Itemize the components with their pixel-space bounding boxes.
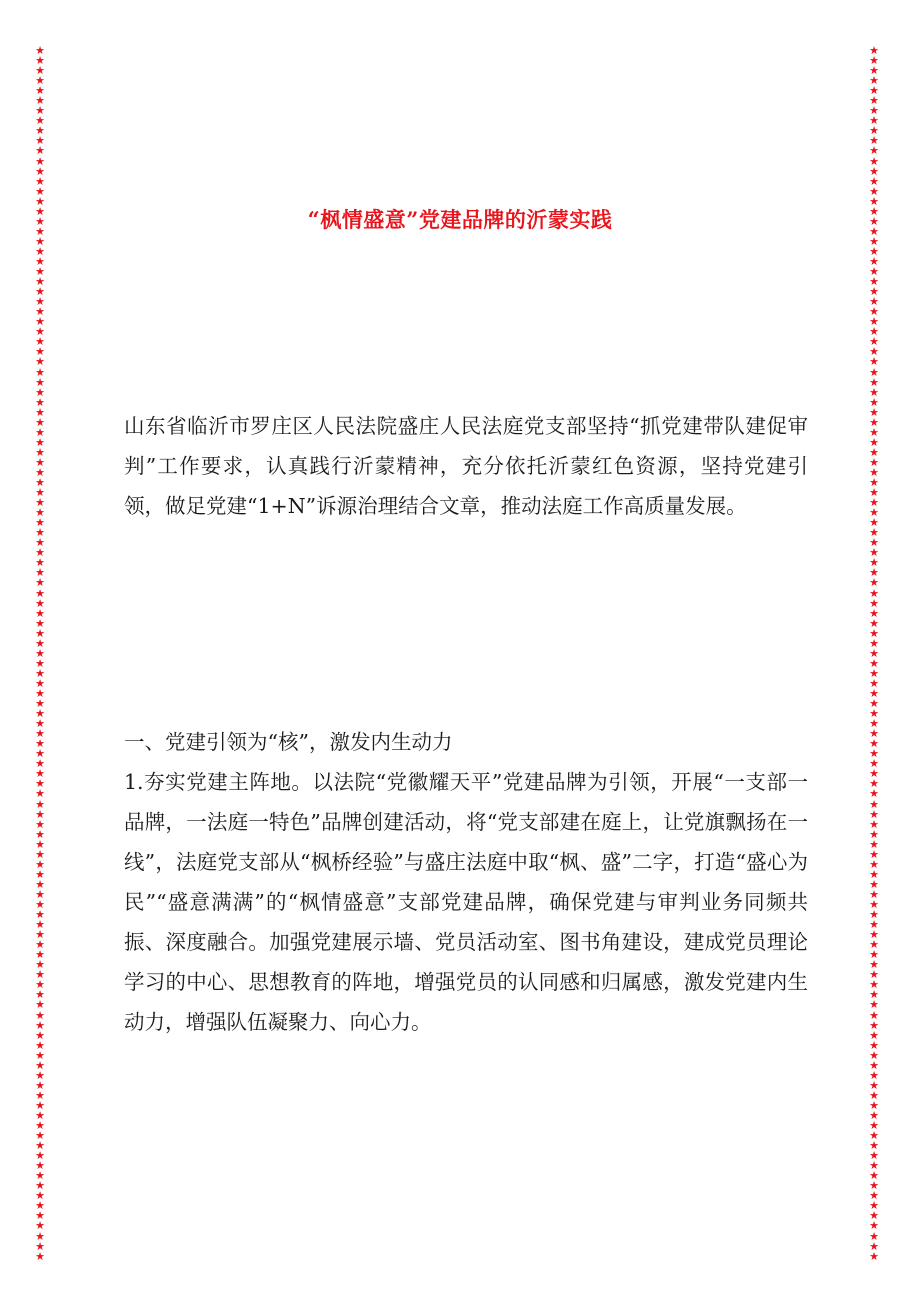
section-heading: 一、党建引领为“核”，激发内生动力 bbox=[124, 730, 453, 754]
intro-paragraph: 山东省临沂市罗庄区人民法院盛庄人民法庭党支部坚持“抓党建带队建促审判”工作要求，认真践行沂蒙精神，充分依托沂蒙红色资源，坚持党建引领，做足党建“1+N”诉源治理结合文章，推动法庭工作高质量发展。 bbox=[124, 414, 808, 518]
document-title: “枫情盛意”党建品牌的沂蒙实践 bbox=[307, 207, 613, 232]
left-star-border: ★ ★ ★ ★ ★ ★ ★ ★ ★ ★ ★ ★ ★ ★ ★ ★ ★ ★ ★ ★ ★ ★ ★ ★ ★ ★ ★ ★ ★ ★ ★ ★ ★ ★ ★ ★ ★ ★ ★ ★ ★ ★ ★ ★ ★ ★ ★ ★ ★ ★ ★ ★ ★ ★ ★ ★ ★ ★ ★ ★ ★ ★ ★ ★ ★ ★ ★ ★ ★ ★ ★ ★ ★ ★ ★ ★ ★ ★ ★ ★ ★ ★ ★ ★ ★ ★ ★ ★ ★ ★ ★ ★ ★ ★ ★ ★ ★ ★ ★ ★ ★ ★ ★ ★ ★ ★ ★ ★ ★ ★ ★ ★ ★ ★ ★ ★ ★ ★ ★ ★ ★ bbox=[35, 44, 45, 1263]
right-star-border: ★ ★ ★ ★ ★ ★ ★ ★ ★ ★ ★ ★ ★ ★ ★ ★ ★ ★ ★ ★ ★ ★ ★ ★ ★ ★ ★ ★ ★ ★ ★ ★ ★ ★ ★ ★ ★ ★ ★ ★ ★ ★ ★ ★ ★ ★ ★ ★ ★ ★ ★ ★ ★ ★ ★ ★ ★ ★ ★ ★ ★ ★ ★ ★ ★ ★ ★ ★ ★ ★ ★ ★ ★ ★ ★ ★ ★ ★ ★ ★ ★ ★ ★ ★ ★ ★ ★ ★ ★ ★ ★ ★ ★ ★ ★ ★ ★ ★ ★ ★ ★ ★ ★ ★ ★ ★ ★ ★ ★ ★ ★ ★ ★ ★ ★ ★ ★ ★ ★ ★ ★ bbox=[869, 44, 879, 1263]
section-body-paragraph: 1.夯实党建主阵地。以法院“党徽耀天平”党建品牌为引领，开展“一支部一品牌，一法庭一特色”品牌创建活动，将“党支部建在庭上，让党旗飘扬在一线”，法庭党支部从“枫桥经验”与盛庄法庭中取“枫、盛”二字，打造“盛心为民”“盛意满满”的“枫情盛意”支部党建品牌，确保党建与审判业务同频共振、深度融合。加强党建展示墙、党员活动室、图书角建设，建成党员理论学习的中心、思想教育的阵地，增强党员的认同感和归属感，激发党建内生动力，增强队伍凝聚力、向心力。 bbox=[124, 770, 808, 1034]
